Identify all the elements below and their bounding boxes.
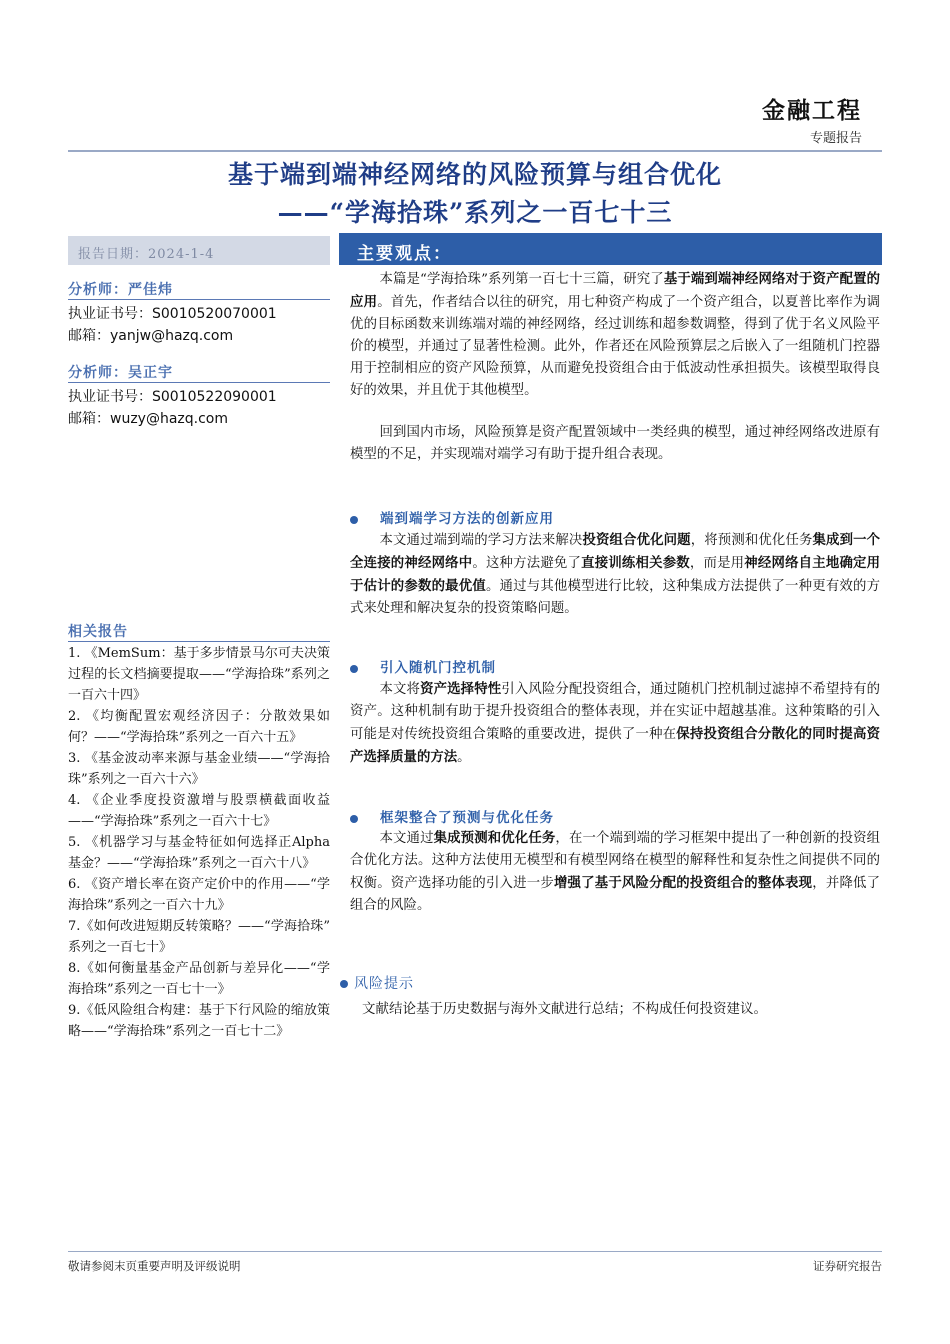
paragraph-text: 本文将 [379, 682, 421, 697]
analyst-divider [68, 382, 330, 383]
email-label: 邮箱： [68, 328, 110, 344]
paragraph-text: 。通过与其他模型进行比较，这种集成方法提供了一种更有效的方式来处理和解决复杂的投资策略问题。 [350, 579, 881, 616]
related-report-item[interactable]: 3. 《基金波动率来源与基金业绩——“学海拾珠”系列之一百六十六》 [68, 751, 330, 787]
emphasis-text: 增强了基于风险分配的投资组合的整体表现 [553, 875, 813, 891]
paragraph-text: 本文通过端到端的学习方法来解决 [379, 533, 583, 548]
cert-label: 执业证书号： [68, 389, 152, 405]
paragraph-text: ，在一个端到端的学习框架中提出了一种创新的投资组合优化方法。这种方法使用无模型和有模型网络在模型的解释性和复杂性之间提供不同的权衡。资产选择功能的引入进一步 [350, 831, 881, 891]
analyst-email [68, 325, 233, 345]
emphasis-text: 投资组合优化问题 [582, 532, 691, 548]
analyst-email [68, 408, 228, 428]
related-report-item[interactable]: 7.《如何改进短期反转策略？——“学海拾珠” 系列之一百七十》 [68, 919, 330, 955]
paragraph-text: 引入风险分配投资组合，通过随机门控机制过滤掉不希望持有的资产。这种机制有助于提升投资组合的整体表现，并在实证中超越基准。这种策略的引入可能是对传统投资组合策略的重要改进，提供了一种在 [350, 682, 881, 742]
main-points-banner [339, 233, 882, 265]
emphasis-text: 神经网络自主地确定用于估计的参数的最优值 [350, 555, 881, 594]
emphasis-text: 直接训练相关参数 [581, 555, 690, 571]
report-type: 专题报告 [809, 131, 862, 146]
email-label: 邮箱： [68, 411, 110, 427]
paragraph-text: ，将预测和优化任务 [690, 533, 813, 548]
section-heading-text: 引入随机门控机制 [380, 660, 496, 676]
related-reports-title: 相关报告 [68, 624, 128, 640]
footer-disclaimer: 敬请参阅末页重要声明及评级说明 [68, 1259, 241, 1273]
cert-label: 执业证书号： [68, 306, 152, 322]
related-report-item[interactable]: 5. 《机器学习与基金特征如何选择正Alpha 基金？——“学海拾珠”系列之一百六十八》 [68, 835, 330, 871]
risk-text: 文献结论基于历史数据与海外文献进行总结；不构成任何投资建议。 [362, 1001, 767, 1017]
section-paragraph [350, 827, 880, 917]
section-heading [350, 507, 554, 527]
cert-number: S0010520070001 [152, 306, 277, 322]
paragraph-text: 。这种方法避免了 [472, 556, 582, 571]
intro-paragraph [350, 268, 880, 402]
paragraph-text: 本篇是“学海拾珠”系列第一百七十三篇，研究了 [379, 272, 664, 287]
emphasis-text: 资产选择特性 [420, 681, 502, 697]
intro-paragraph [350, 422, 880, 466]
top-divider [68, 150, 882, 152]
emphasis-text: 集成预测和优化任务 [433, 830, 556, 846]
report-subtitle: ——“学海拾珠”系列之一百七十三 [277, 198, 673, 227]
related-report-item[interactable]: 6. 《资产增长率在资产定价中的作用——“学海拾珠”系列之一百六十九》 [68, 877, 330, 913]
related-report-item[interactable]: 4. 《企业季度投资激增与股票横截面收益——“学海拾珠”系列之一百六十七》 [68, 793, 330, 829]
paragraph-text: 。首先，作者结合以往的研究，用七种资产构成了一个资产组合，以夏普比率作为调优的目标函数来训练端对端的神经网络，经过训练和超参数调整，得到了优于名义风险平价的模型，并通过了显著性检测。此外，作者还在风险预算层之后嵌入了一组随机门控器用于控制相应的资产风险预算，从而避免投资组合由于低波动性承担损失。该模型取得良好的效果，并且优于其他模型。 [350, 295, 881, 398]
emphasis-text: 集成到一个全连接的神经网络中 [350, 532, 881, 571]
analyst-name: 分析师：吴正宇 [68, 365, 173, 381]
email-link[interactable]: wuzy@hazq.com [110, 411, 228, 427]
section-heading-text: 框架整合了预测与优化任务 [380, 810, 554, 826]
related-report-item[interactable]: 1. 《MemSum：基于多步情景马尔可夫决策过程的长文档摘要提取——“学海拾珠”系列之一百六十四》 [68, 646, 330, 703]
email-link[interactable]: yanjw@hazq.com [110, 328, 234, 344]
risk-heading-text: 风险提示 [354, 976, 414, 992]
bullet-dot-icon [350, 665, 358, 673]
section-paragraph [350, 678, 880, 769]
report-title: 基于端到端神经网络的风险预算与组合优化 [227, 160, 722, 189]
main-points-heading: 主要观点： [357, 244, 452, 264]
report-date: 报告日期：2024-1-4 [78, 247, 215, 262]
cert-number: S0010522090001 [152, 389, 277, 405]
emphasis-text: 基于端到端神经网络对于资产配置的应用 [350, 271, 880, 310]
section-paragraph [350, 529, 880, 620]
paragraph-text: 回到国内市场，风险预算是资产配置领域中一类经典的模型，通过神经网络改进原有模型的不足，并实现端对端学习有助于提升组合表现。 [350, 425, 880, 462]
section-heading [350, 806, 554, 826]
section-heading [350, 656, 496, 676]
section-heading-text: 端到端学习方法的创新应用 [380, 511, 554, 527]
related-divider [68, 641, 330, 642]
related-report-item[interactable]: 8.《如何衡量基金产品创新与差异化——“学海拾珠”系列之一百七十一》 [68, 961, 330, 997]
risk-heading [340, 973, 414, 993]
related-reports-list [68, 643, 330, 1042]
paragraph-text: ，而是用 [689, 556, 745, 571]
analyst-name: 分析师：严佳炜 [68, 282, 173, 298]
paragraph-text: 本文通过 [379, 831, 434, 846]
footer-label: 证券研究报告 [813, 1259, 882, 1273]
related-report-item[interactable]: 9.《低风险组合构建：基于下行风险的缩放策略——“学海拾珠”系列之一百七十二》 [68, 1003, 330, 1039]
paragraph-text: 。 [457, 750, 471, 765]
bullet-dot-icon [350, 815, 358, 823]
bullet-dot-icon [340, 980, 348, 988]
bullet-dot-icon [350, 516, 358, 524]
emphasis-text: 保持投资组合分散化的同时提高资产选择质量的方法 [350, 726, 881, 765]
analyst-cert [68, 303, 277, 323]
analyst-cert [68, 386, 277, 406]
category-title: 金融工程 [762, 97, 862, 124]
related-report-item[interactable]: 2. 《均衡配置宏观经济因子：分散效果如何？——“学海拾珠”系列之一百六十五》 [68, 709, 330, 745]
report-date-bar [68, 236, 330, 265]
bottom-divider [68, 1251, 882, 1252]
paragraph-text: ，并降低了组合的风险。 [350, 876, 881, 913]
analyst-divider [68, 299, 330, 300]
